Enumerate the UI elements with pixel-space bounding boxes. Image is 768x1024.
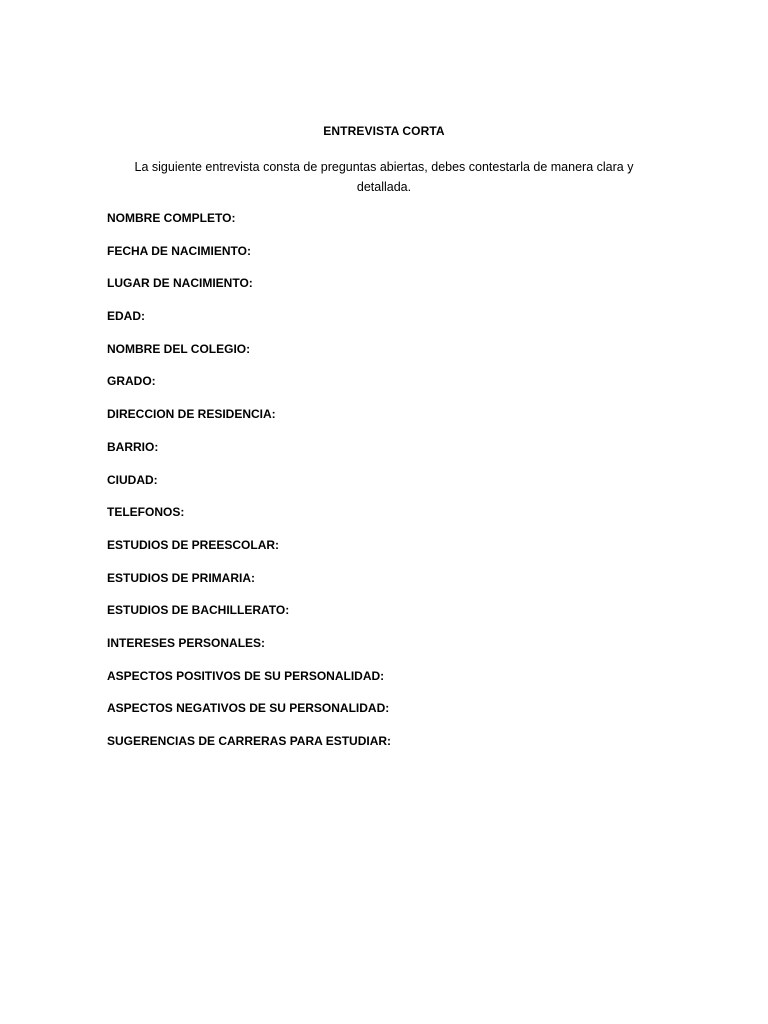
field-label: EDAD: bbox=[107, 309, 145, 324]
field-label: BARRIO: bbox=[107, 439, 159, 454]
field-label: FECHA DE NACIMIENTO: bbox=[107, 243, 251, 258]
field-label: ASPECTOS POSITIVOS DE SU PERSONALIDAD: bbox=[107, 668, 385, 683]
field-label: ESTUDIOS DE PRIMARIA: bbox=[107, 570, 256, 585]
field-label: TELEFONOS: bbox=[107, 505, 185, 520]
field-label: ESTUDIOS DE BACHILLERATO: bbox=[107, 603, 290, 618]
field-label: NOMBRE DEL COLEGIO: bbox=[107, 341, 251, 356]
field-label: GRADO: bbox=[107, 374, 156, 389]
field-label: ASPECTOS NEGATIVOS DE SU PERSONALIDAD: bbox=[107, 701, 390, 716]
field-label: INTERESES PERSONALES: bbox=[107, 635, 266, 650]
document-title: ENTREVISTA CORTA bbox=[323, 124, 445, 138]
field-label: SUGERENCIAS DE CARRERAS PARA ESTUDIAR: bbox=[107, 734, 392, 748]
field-label: ESTUDIOS DE PREESCOLAR: bbox=[107, 537, 280, 552]
field-label: DIRECCION DE RESIDENCIA: bbox=[107, 407, 276, 422]
field-label: LUGAR DE NACIMIENTO: bbox=[107, 276, 253, 291]
field-label: NOMBRE COMPLETO: bbox=[107, 211, 236, 225]
field-label: CIUDAD: bbox=[107, 472, 158, 487]
intro-paragraph: La siguiente entrevista consta de preguntas abiertas, debes contestarla de manera clara y detallada. bbox=[134, 160, 634, 194]
field-list bbox=[107, 210, 667, 766]
